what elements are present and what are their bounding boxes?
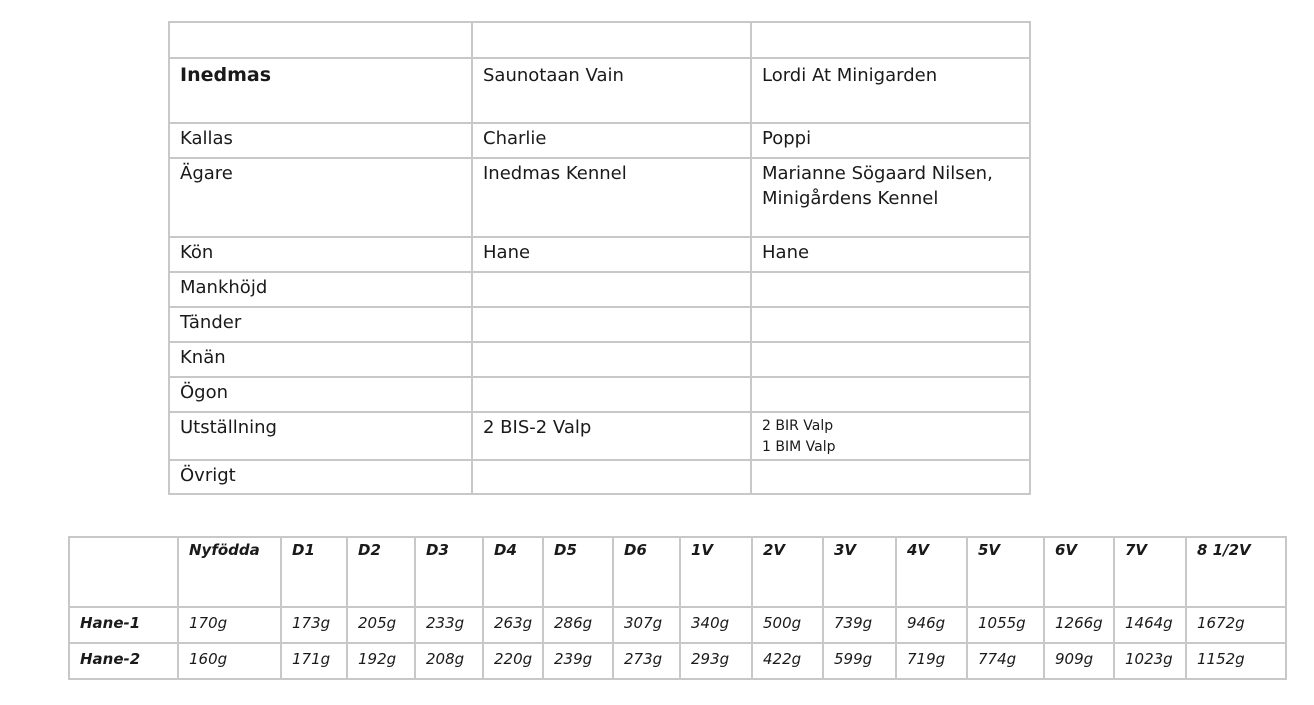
show-results (762, 416, 1019, 458)
row-label: Övrigt (169, 460, 472, 494)
row-label: Mankhöjd (169, 272, 472, 307)
show-result-line: 1 BIM Valp (762, 439, 836, 455)
weight-header-cell: D6 (613, 537, 680, 607)
info-name-row (169, 58, 1030, 123)
row-value-b: Poppi (751, 123, 1030, 158)
weight-cell: 1152g (1186, 643, 1286, 679)
row-value-b (751, 377, 1030, 412)
dog-a-name: Saunotaan Vain (472, 58, 751, 123)
info-row-utstallning (169, 412, 1030, 460)
weight-cell: 719g (896, 643, 967, 679)
row-label: Tänder (169, 307, 472, 342)
weight-cell: 1023g (1114, 643, 1186, 679)
weight-cell: 599g (823, 643, 896, 679)
puppy-weight-table (68, 536, 1287, 680)
weight-cell: 233g (415, 607, 483, 643)
show-result-line: 2 BIR Valp (762, 418, 834, 434)
weight-cell: 1672g (1186, 607, 1286, 643)
weight-row-hane-1 (69, 607, 1286, 643)
dog-b-name: Lordi At Minigarden (751, 58, 1030, 123)
row-label: Utställning (169, 412, 472, 460)
weight-cell: 422g (752, 643, 823, 679)
row-value-a (472, 377, 751, 412)
weight-header-cell: 8 1/2V (1186, 537, 1286, 607)
info-row-mankhojd (169, 272, 1030, 307)
info-header-cell (751, 22, 1030, 58)
weight-header-cell: 7V (1114, 537, 1186, 607)
weight-cell: 205g (347, 607, 415, 643)
info-row-tander (169, 307, 1030, 342)
row-value-a: Hane (472, 237, 751, 272)
weight-cell: 909g (1044, 643, 1114, 679)
weight-header-cell: 2V (752, 537, 823, 607)
info-row-kon (169, 237, 1030, 272)
row-value-b (751, 412, 1030, 460)
weight-cell: 293g (680, 643, 752, 679)
weight-header-cell: Nyfödda (178, 537, 281, 607)
row-value-a (472, 272, 751, 307)
weight-cell: 160g (178, 643, 281, 679)
dog-info-table (168, 21, 1031, 495)
weight-header-cell: 4V (896, 537, 967, 607)
weight-cell: 500g (752, 607, 823, 643)
row-value-a (472, 342, 751, 377)
info-row-knan (169, 342, 1030, 377)
row-label: Ögon (169, 377, 472, 412)
info-row-ovrigt (169, 460, 1030, 494)
weight-row-label: Hane-2 (69, 643, 178, 679)
weight-header-row (69, 537, 1286, 607)
weight-header-cell: 1V (680, 537, 752, 607)
info-row-kallas (169, 123, 1030, 158)
weight-cell: 263g (483, 607, 543, 643)
info-header-row (169, 22, 1030, 58)
weight-header-cell: D3 (415, 537, 483, 607)
weight-header-cell: 5V (967, 537, 1044, 607)
weight-cell: 946g (896, 607, 967, 643)
info-header-cell (472, 22, 751, 58)
row-value-b (751, 460, 1030, 494)
weight-cell: 1464g (1114, 607, 1186, 643)
weight-cell: 171g (281, 643, 347, 679)
weight-header-cell: 6V (1044, 537, 1114, 607)
weight-row-hane-2 (69, 643, 1286, 679)
weight-row-label: Hane-1 (69, 607, 178, 643)
weight-header-cell: D2 (347, 537, 415, 607)
weight-cell: 170g (178, 607, 281, 643)
row-value-a (472, 460, 751, 494)
row-value-b (751, 307, 1030, 342)
weight-cell: 208g (415, 643, 483, 679)
info-row-agare (169, 158, 1030, 237)
weight-header-cell: 3V (823, 537, 896, 607)
weight-cell: 220g (483, 643, 543, 679)
weight-cell: 173g (281, 607, 347, 643)
row-value-b (751, 342, 1030, 377)
weight-header-cell (69, 537, 178, 607)
row-label: Kön (169, 237, 472, 272)
row-value-b: Marianne Sögaard Nilsen, Minigårdens Kennel (751, 158, 1030, 237)
row-label: Kallas (169, 123, 472, 158)
kennel-name-label: Inedmas (169, 58, 472, 123)
weight-cell: 340g (680, 607, 752, 643)
row-label: Knän (169, 342, 472, 377)
weight-header-cell: D4 (483, 537, 543, 607)
weight-cell: 1055g (967, 607, 1044, 643)
weight-cell: 1266g (1044, 607, 1114, 643)
weight-cell: 739g (823, 607, 896, 643)
row-value-b (751, 272, 1030, 307)
weight-cell: 239g (543, 643, 613, 679)
weight-header-cell: D1 (281, 537, 347, 607)
weight-cell: 774g (967, 643, 1044, 679)
weight-cell: 273g (613, 643, 680, 679)
row-value-a (472, 307, 751, 342)
weight-cell: 307g (613, 607, 680, 643)
weight-cell: 286g (543, 607, 613, 643)
row-label: Ägare (169, 158, 472, 237)
info-header-cell (169, 22, 472, 58)
info-row-ogon (169, 377, 1030, 412)
weight-cell: 192g (347, 643, 415, 679)
row-value-a: 2 BIS-2 Valp (472, 412, 751, 460)
row-value-a: Charlie (472, 123, 751, 158)
row-value-b: Hane (751, 237, 1030, 272)
weight-header-cell: D5 (543, 537, 613, 607)
row-value-a: Inedmas Kennel (472, 158, 751, 237)
